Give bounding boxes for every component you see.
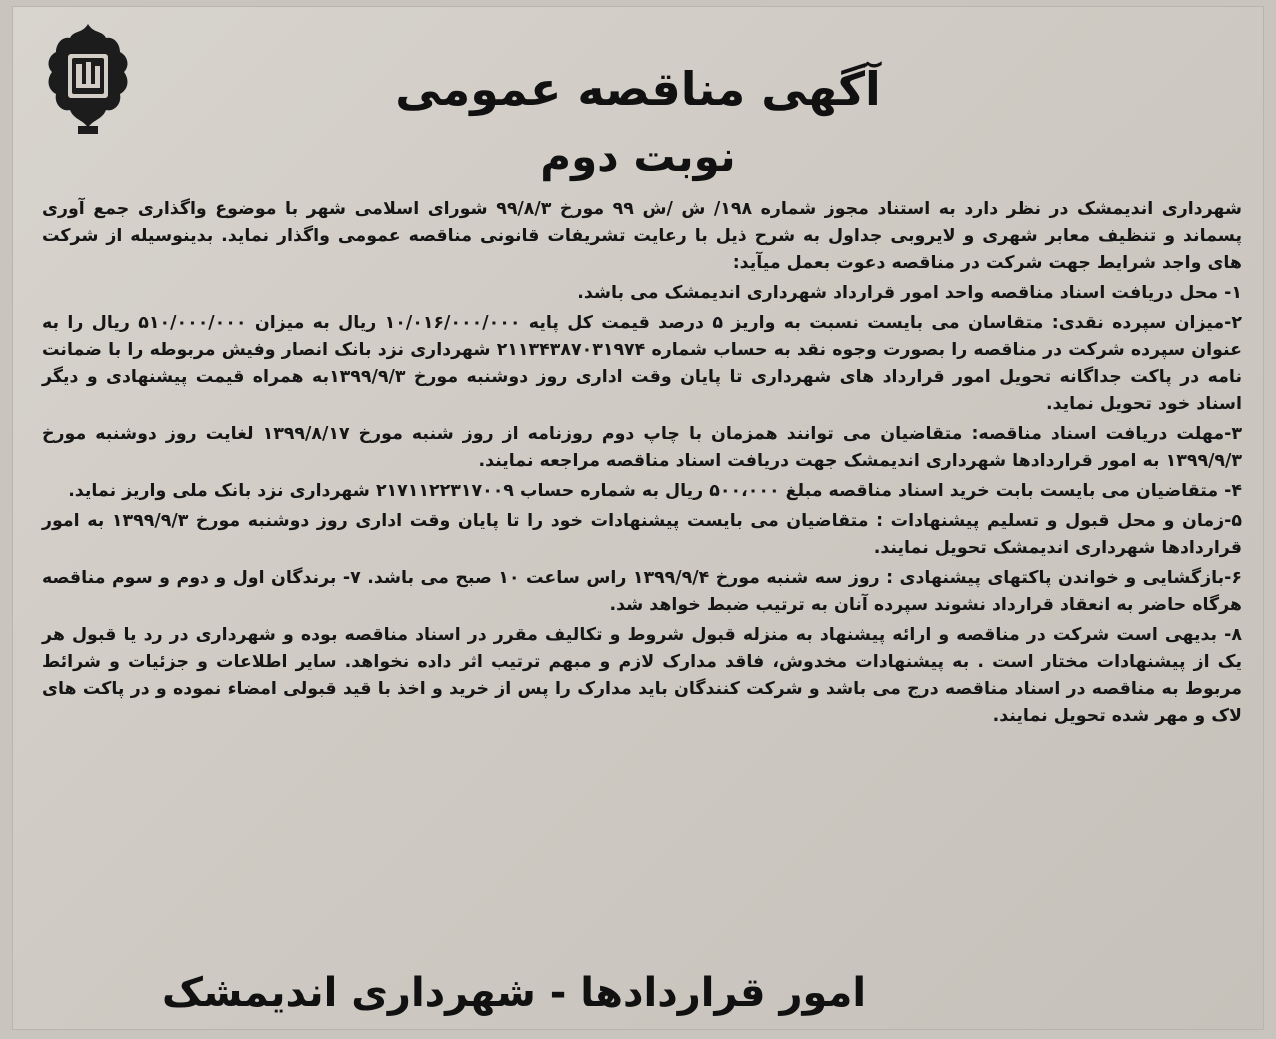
clause-5: ۵-زمان و محل قبول و تسلیم پیشنهادات : متقاضیان می بایست پیشنهادات خود را تا پایان وقت اداری روز دوشنبه مورخ ۱۳۹۹/۹/۳ به امور قراردادها شهرداری اندیمشک تحویل نمایند. (42, 511, 1242, 558)
clause-3: ۳-مهلت دریافت اسناد مناقصه: متقاضیان می توانند همزمان با چاپ دوم روزنامه از روز شنبه مورخ ۱۳۹۹/۸/۱۷ لغایت روز دوشنبه مورخ ۱۳۹۹/۹/۳ به امور قراردادها شهرداری اندیمشک جهت دریافت اسناد مناقصه مراجعه نمایند. (42, 424, 1242, 471)
newspaper-clipping (12, 6, 1264, 1030)
clause-4: ۴- متقاضیان می بایست بابت خرید اسناد مناقصه مبلغ ۵۰۰،۰۰۰ ریال به شماره حساب ۲۱۷۱۱۲۲۳۱۷۰۰۹ شهرداری نزد بانک ملی واریز نماید. (68, 481, 1242, 501)
clause-6-7: ۶-بازگشایی و خواندن پاکتهای پیشنهادی : روز سه شنبه مورخ ۱۳۹۹/۹/۴ راس ساعت ۱۰ صبح می باشد. ۷- برندگان اول و دوم و سوم مناقصه هرگاه حاضر به انعقاد قرارداد نشوند سپرده آنان به ترتیب ضبط خواهد شد. (42, 568, 1242, 615)
notice-subtitle: نوبت دوم (540, 132, 736, 181)
intro-paragraph: شهرداری اندیمشک در نظر دارد به استناد مجوز شماره ۱۹۸/ ش /ش ۹۹ مورخ ۹۹/۸/۳ شورای اسلامی شهر با موضوع واگذاری جمع آوری پسماند و تنظیف معابر شهری و لایروبی جداول به شرح ذیل با رعایت تشریفات قانونی مناقصه عمومی واگذار نماید. بدینوسیله از شرکت های واجد شرایط جهت شرکت در مناقصه دعوت بعمل میآید: (42, 199, 1242, 273)
notice-body (42, 196, 1242, 733)
clause-8: ۸- بدیهی است شرکت در مناقصه و ارائه پیشنهاد به منزله قبول شروط و تکالیف مقرر در اسناد مناقصه بوده و شهرداری در رد یا قبول هر یک از پیشنهادات مختار است . به پیشنهادات مخدوش، فاقد مدارک لازم و مبهم ترتیب اثر داده نخواهد. سایر اطلاعات و جزئیات و شرائط مربوط به مناقصه در اسناد مناقصه درج می باشد و شرکت کنندگان باید مدارک را پس از خرید و اخذ با قید قبولی امضاء نموده و در پاکت های لاک و مهر شده تحویل نمایند. (42, 625, 1242, 726)
clause-2: ۲-میزان سپرده نقدی: متقاسان می بایست نسبت به واریز ۵ درصد قیمت کل پایه ۱۰/۰۱۶/۰۰۰/۰۰۰ ریال به میزان ۵۱۰/۰۰۰/۰۰۰ ریال را به عنوان سپرده شرکت در مناقصه را بصورت وجوه نقد به حساب شماره ۲۱۱۳۴۳۸۷۰۳۱۹۷۴ شهرداری نزد بانک انصار وفیش مربوطه را با ضمانت نامه در پاکت جداگانه تحویل امور قرارداد های شهرداری تا پایان وقت اداری روز دوشنبه مورخ ۱۳۹۹/۹/۳به همراه قیمت پیشنهادی و دیگر اسناد خود تحویل نماید. (42, 313, 1242, 414)
municipality-emblem-icon (42, 20, 134, 138)
issuer-signature: امور قراردادها - شهرداری اندیمشک (162, 970, 867, 1016)
clause-1: ۱- محل دریافت اسناد مناقصه واحد امور قرارداد شهرداری اندیمشک می باشد. (577, 283, 1242, 303)
notice-title: آگهی مناقصه عمومی (395, 62, 881, 116)
